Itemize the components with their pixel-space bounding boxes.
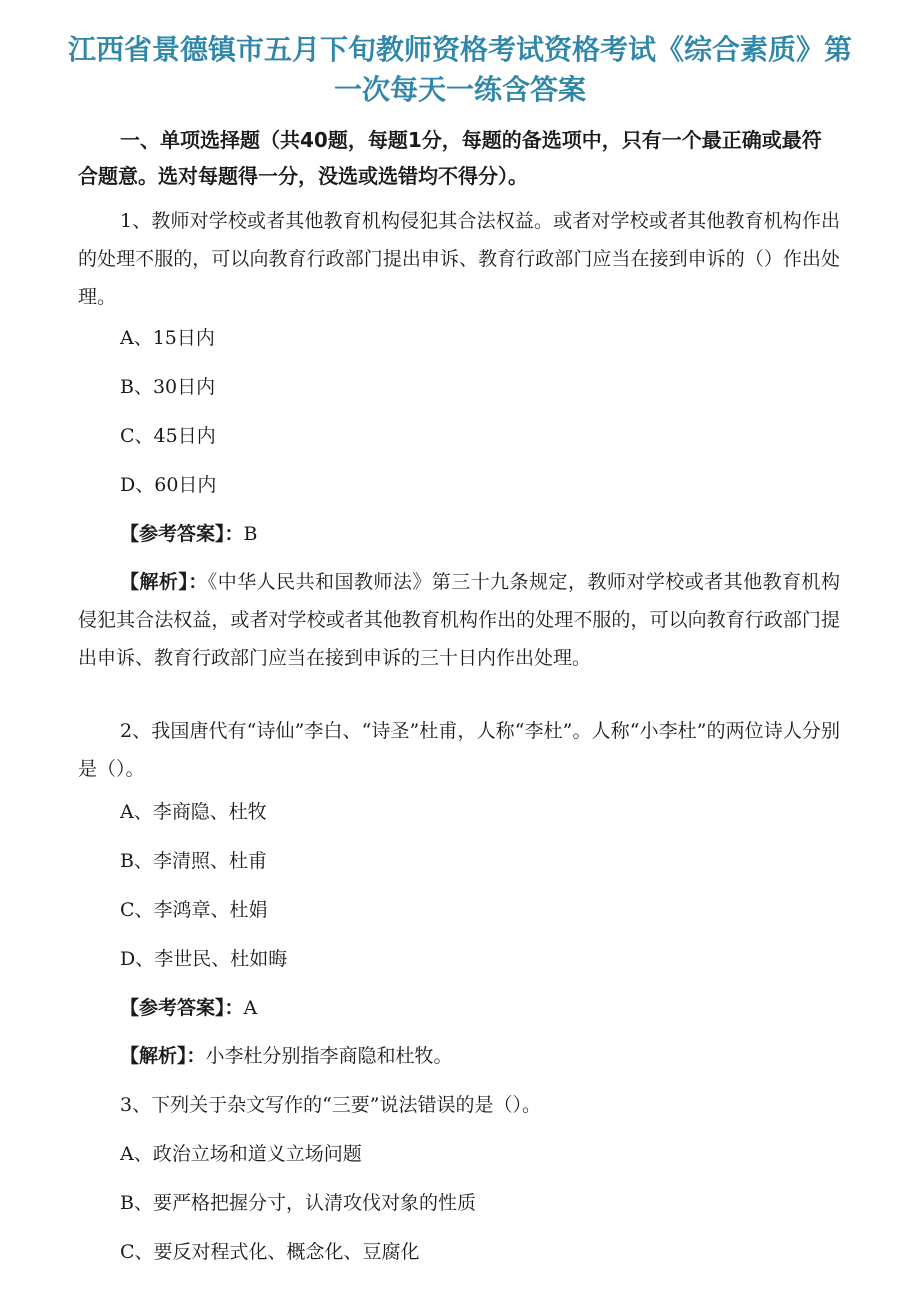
page-title: 江西省景德镇市五月下旬教师资格考试资格考试《综合素质》第一次每天一练含答案 [67, 33, 852, 106]
question-3-stem: 3、下列关于杂文写作的“三要”说法错误的是（）。 [120, 1094, 542, 1116]
analysis-text: 小李杜分别指李商隐和杜牧。 [205, 1045, 453, 1067]
answer-label: 【参考答案】： [120, 523, 244, 545]
answer-label: 【参考答案】： [120, 997, 244, 1019]
analysis-label: 【解析】： [120, 571, 208, 593]
question-3-option-a: A、政治立场和道义立场问题 [120, 1143, 362, 1165]
question-1-answer [120, 516, 882, 552]
question-2-option-d: D、李世民、杜如晦 [120, 948, 288, 970]
analysis-text: 《中华人民共和国教师法》第三十九条规定，教师对学校或者其他教育机构侵犯其合法权益，或者对学校或者其他教育机构作出的处理不服的，可以向教育行政部门提出申诉、教育行政部门应当在接到申诉的三十日内作出处理。 [78, 571, 840, 669]
question-1-option-a: A、15日内 [120, 327, 215, 349]
question-1-option-d: D、60日内 [120, 474, 217, 496]
answer-value: B [243, 523, 258, 545]
section-heading: 一、单项选择题（共40题，每题1分，每题的备选项中，只有一个最正确或最符合题意。选对每题得一分，没选或选错均不得分）。 [78, 128, 822, 188]
question-2-option-b: B、李清照、杜甫 [120, 850, 267, 872]
question-2-option-a: A、李商隐、杜牧 [120, 801, 267, 823]
analysis-label: 【解析】： [120, 1045, 206, 1067]
question-1-stem: 1、教师对学校或者其他教育机构侵犯其合法权益。或者对学校或者其他教育机构作出的处理不服的，可以向教育行政部门提出申诉、教育行政部门应当在接到申诉的（）作出处理。 [78, 210, 840, 308]
question-3-option-c: C、要反对程式化、概念化、豆腐化 [120, 1241, 420, 1263]
question-3-option-b: B、要严格把握分寸，认清攻伐对象的性质 [120, 1192, 476, 1214]
question-2-answer [120, 990, 882, 1026]
question-2-stem: 2、我国唐代有“诗仙”李白、“诗圣”杜甫，人称“李杜”。人称“小李杜”的两位诗人分别是（）。 [78, 720, 840, 780]
question-1-analysis [78, 563, 840, 677]
question-2-analysis [120, 1038, 882, 1074]
question-1-option-b: B、30日内 [120, 376, 216, 398]
answer-value: A [243, 997, 258, 1019]
question-1-option-c: C、45日内 [120, 425, 216, 447]
question-2-option-c: C、李鸿章、杜娟 [120, 899, 268, 921]
